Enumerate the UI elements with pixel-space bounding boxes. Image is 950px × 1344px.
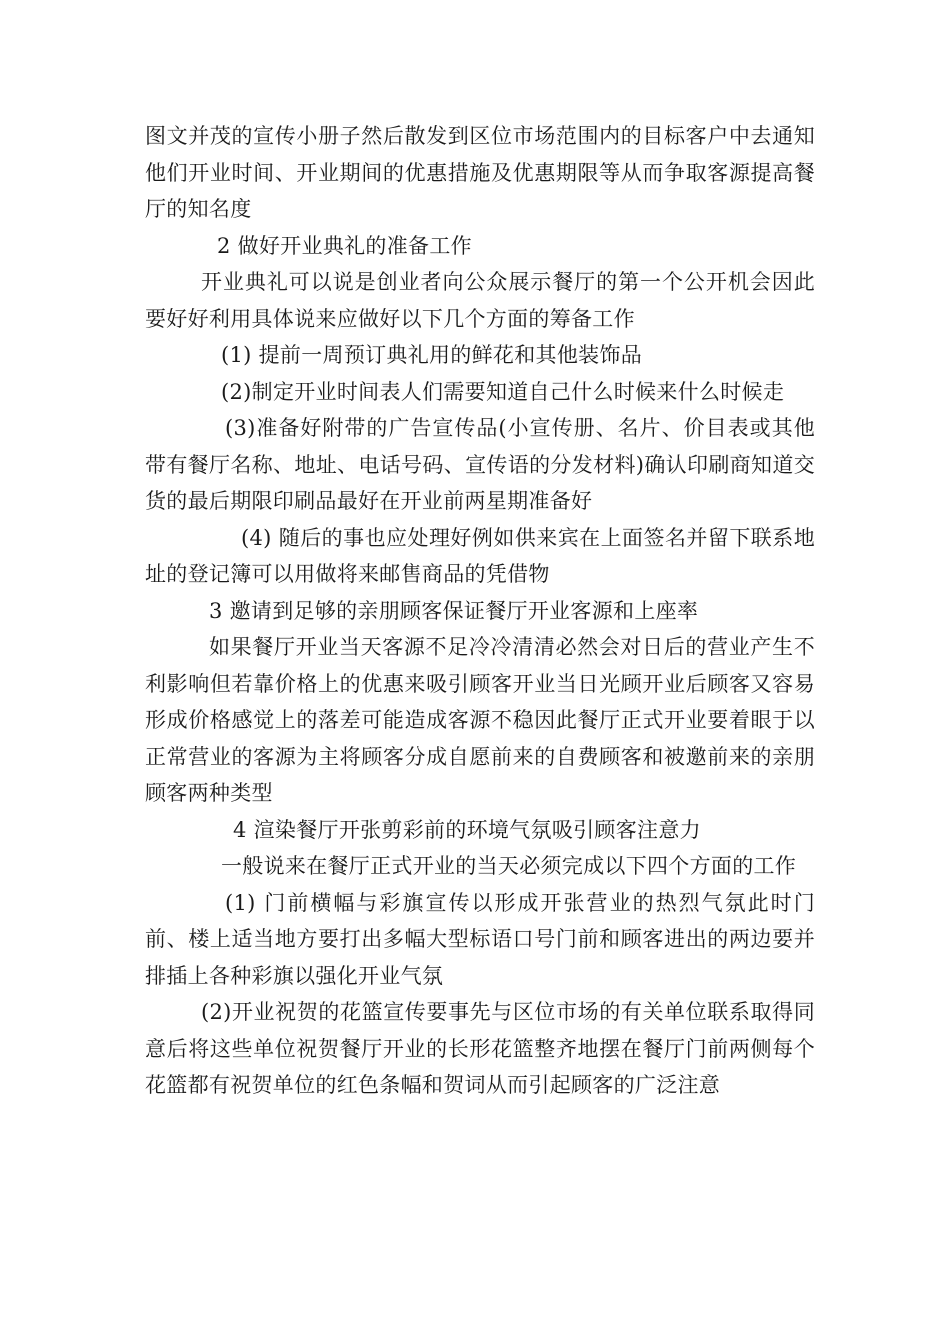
list-item-schedule: (2)制定开业时间表人们需要知道自己什么时候来什么时候走 — [221, 379, 785, 404]
list-item-flowers: (1) 提前一周预订典礼用的鲜花和其他装饰品 — [221, 343, 643, 367]
section-heading-atmosphere: 4 渲染餐厅开张剪彩前的环境气氛吸引顾客注意力 — [233, 817, 701, 842]
list-item-banners-flags: (1) 门前横幅与彩旗宣传以形成开张营业的热烈气氛此时门前、楼上适当地方要打出多幅大型标语口号门前和顾客进出的两边要并排插上各种彩旗以强化开业气氛 — [145, 890, 815, 988]
section-heading-opening-ceremony: 2 做好开业典礼的准备工作 — [217, 233, 472, 258]
list-item-promotional-materials: (3)准备好附带的广告宣传品(小宣传册、名片、价目表或其他带有餐厅名称、地址、电话号码、宣传语的分发材料)确认印刷商知道交货的最后期限印刷品最好在开业前两星期准备好 — [145, 416, 815, 513]
section-heading-invite-guests: 3 邀请到足够的亲朋顾客保证餐厅开业客源和上座率 — [209, 598, 699, 623]
paragraph-opening-day-tasks: 一般说来在餐厅正式开业的当天必须完成以下四个方面的工作 — [221, 854, 797, 878]
list-item-guest-register: (4) 随后的事也应处理好例如供来宾在上面签名并留下联系地址的登记簿可以用做将来邮售商品的凭借物 — [145, 525, 815, 586]
paragraph-brochure-continuation: 图文并茂的宣传小册子然后散发到区位市场范围内的目标客户中去通知他们开业时间、开业期间的优惠措施及优惠期限等从而争取客源提高餐厅的知名度 — [145, 124, 815, 221]
paragraph-opening-ceremony: 开业典礼可以说是创业者向公众展示餐厅的第一个公开机会因此要好好利用具体说来应做好以下几个方面的筹备工作 — [145, 270, 815, 331]
paragraph-customer-sources: 如果餐厅开业当天客源不足冷冷清清必然会对日后的营业产生不利影响但若靠价格上的优惠来吸引顾客开业当日光顾开业后顾客又容易形成价格感觉上的落差可能造成客源不稳因此餐厅正式开业要着眼于以正常营业的客源为主将顾客分成自愿前来的自费顾客和被邀前来的亲朋顾客两种类型 — [145, 635, 815, 805]
list-item-flower-baskets: (2)开业祝贺的花篮宣传要事先与区位市场的有关单位联系取得同意后将这些单位祝贺餐厅开业的长形花篮整齐地摆在餐厅门前两侧每个花篮都有祝贺单位的红色条幅和贺词从而引起顾客的广泛注意 — [145, 1000, 815, 1097]
document-body — [145, 118, 815, 1104]
